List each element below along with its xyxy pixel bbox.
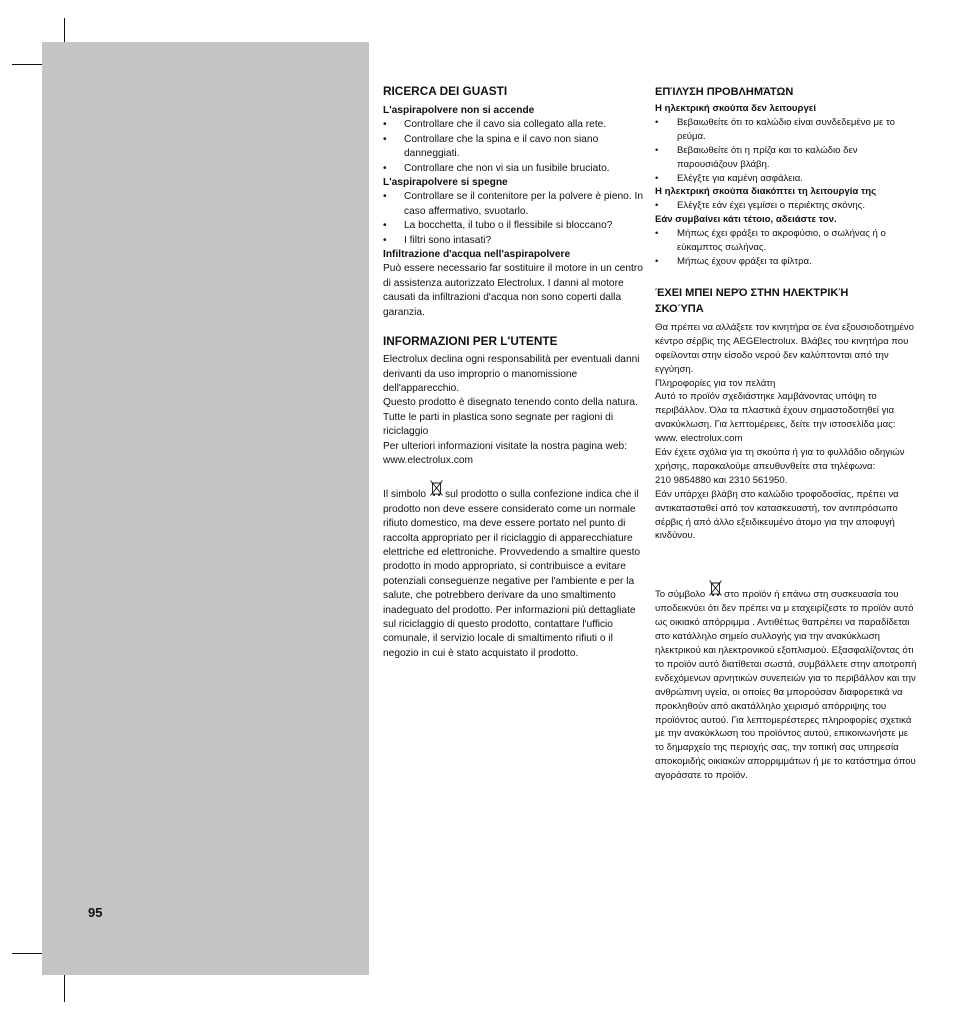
list-item: • Ελέγξτε για καμένη ασφάλεια. xyxy=(655,172,917,186)
bullet-list xyxy=(655,199,917,213)
italian-column xyxy=(383,84,645,661)
section-heading: Εάν συμβαίνει κάτι τέτοιο, αδειάστε τον. xyxy=(655,214,837,226)
list-item: • Μήπως έχουν φράξει τα φίλτρα. xyxy=(655,255,917,269)
troubleshooting-title-it: RICERCA DEI GUASTI xyxy=(383,84,508,98)
list-item: • La bocchetta, il tubo o il flessibile si bloccano? xyxy=(383,219,645,233)
greek-column xyxy=(655,84,917,783)
gray-margin-panel xyxy=(42,42,369,975)
troubleshooting-title-gr: ΕΠΊΛΥΣΗ ΠΡΟΒΛΗΜΆΤΩΝ xyxy=(655,86,794,98)
crossed-bin-icon xyxy=(709,583,722,599)
paragraph: Πληροφορίες για τον πελάτη xyxy=(655,377,776,389)
symbol-text: στο προϊόν ή επάνω στη συσκευασία του υποδεικνύει ότι δεν πρέπει να μ εταχειρίζεστε το προϊόν αυτό ως οικιακό απόρριμμα . Αντιθέτως θαπρέπει να παραδίδεται στο κατάλληλο σημείο συλλογής για την ανακύκλωση ηλεκτρικού και ηλεκτρονικού εξοπλισμού. Εξασφαλίζοντας ότι το προϊόν αυτό διατίθεται σωστά, συμβάλλετε στην αποτροπή ενδεχόμενων αρνητικών συνεπειών για το περιβάλλον και την ανθρώπινη υγεία, οι οποίες θα μπορούσαν διαφορετικά να προκληθούν από ακατάλληλο χειρισμό απόρριψης του προϊόντος αυτού. Για λεπτομερέστερες πληροφορίες σχετικά με την ανακύκλωση του προϊόντος αυτού, επικοινωνήστε με το δημαρχείο της περιοχής σας, την τοπική σας υπηρεσία αποκομιδής οικιακών απορριμμάτων ή με το κατάστημα όπου αγοράσατε το προϊόν. xyxy=(655,589,917,782)
symbol-intro: Il simbolo xyxy=(383,489,427,501)
list-item: • Βεβαιωθείτε ότι η πρίζα και το καλώδιο δεν παρουσιάζουν βλάβη. xyxy=(655,144,917,172)
bullet-list xyxy=(655,116,917,186)
section-heading: L'aspirapolvere non si accende xyxy=(383,105,535,116)
list-item: • Βεβαιωθείτε ότι το καλώδιο είναι συνδεδεμένο με το ρεύμα. xyxy=(655,116,917,144)
paragraph: Θα πρέπει να αλλάξετε τον κινητήρα σε ένα εξουσιοδοτημένο κέντρο σέρβις της AEGElectrolux. Βλάβες του κινητήρα που οφείλονται στην είσοδο νερού δεν καλύπτονται από την εγγύηση. xyxy=(655,321,914,375)
section-heading: Infiltrazione d'acqua nell'aspirapolvere xyxy=(383,249,571,261)
list-item: • Ελέγξτε εάν έχει γεμίσει ο περιέκτης σκόνης. xyxy=(655,199,917,213)
list-item: • Controllare che non vi sia un fusibile bruciato. xyxy=(383,162,645,176)
list-item: • Controllare che la spina e il cavo non siano danneggiati. xyxy=(383,133,645,162)
paragraph: Può essere necessario far sostituire il motore in un centro di assistenza autorizzato Electrolux. I danni al motore causati da infiltrazioni d'acqua non sono coperti dalla garanzia. xyxy=(383,263,643,318)
section-heading: L'aspirapolvere si spegne xyxy=(383,177,508,189)
paragraph: Εάν υπάρχει βλάβη στο καλώδιο τροφοδοσίας, πρέπει να αντικατασταθεί από τον κατασκευαστή, τον αντιπρόσωπο σέρβις ή από άλλο εξειδικευμένο άτομο για την αποφυγή κινδύνου. xyxy=(655,488,899,542)
symbol-text: sul prodotto o sulla confezione indica che il prodotto non deve essere considerato come un normale rifiuto domestico, ma deve essere portato nel punto di raccolta appropriato per il riciclaggio di apparecchiature elettriche ed elettroniche. Provvedendo a smaltire questo prodotto in modo appropriato, si contribuisce a evitare potenziali conseguenze negative per l'ambiente e per la salute, che potrebbero derivare da uno smaltimento inadeguato del prodotto. Per informazioni più dettagliate sul riciclaggio di questo prodotto, contattare l'ufficio comunale, il servizio locale di smaltimento rifiuti o il negozio in cui è stato acquistato il prodotto. xyxy=(383,489,641,659)
bullet-list xyxy=(383,118,645,176)
crossed-bin-icon xyxy=(430,483,443,499)
water-title-gr: ΈΧΕΙ ΜΠΕΙ ΝΕΡΌ ΣΤΗΝ ΗΛΕΚΤΡΙΚΉ ΣΚΟΎΠΑ xyxy=(655,286,849,315)
bullet-list xyxy=(383,190,645,248)
page-number: 95 xyxy=(88,905,103,920)
list-item: • Μήπως έχει φράξει το ακροφύσιο, ο σωλήνας ή ο εύκαμπτος σωλήνας. xyxy=(655,227,917,255)
weee-paragraph xyxy=(383,483,645,661)
paragraph: Per ulteriori informazioni visitate la nostra pagina web: www.electrolux.com xyxy=(383,440,628,466)
paragraph: Questo prodotto è disegnato tenendo conto della natura. xyxy=(383,397,638,409)
website-link: www. electrolux.com xyxy=(655,433,743,445)
paragraph: Εάν έχετε σχόλια για τη σκούπα ή για το φυλλάδιο οδηγιών χρήσης, παρακαλούμε απευθυνθείτε στα τηλέφωνα: xyxy=(655,447,905,472)
list-item: • Controllare che il cavo sia collegato alla rete. xyxy=(383,118,645,132)
user-info-title-it: INFORMAZIONI PER L'UTENTE xyxy=(383,334,558,349)
paragraph: Αυτό το προϊόν σχεδιάστηκε λαμβάνοντας υπόψη το περιβάλλον. Όλα τα πλαστικά έχουν σημαστοδοτηθεί για ανακύκλωση. Για λεπτομέρειες, δείτε την ιστοσελίδα μας: xyxy=(655,391,896,431)
weee-paragraph xyxy=(655,583,917,783)
paragraph: Tutte le parti in plastica sono segnate per ragioni di riciclaggio xyxy=(383,411,614,438)
list-item: • I filtri sono intasati? xyxy=(383,234,645,248)
list-item: • Controllare se il contenitore per la polvere è pieno. In caso affermativo, svuotarlo. xyxy=(383,190,645,219)
symbol-intro: Το σύμβολο xyxy=(655,589,706,601)
paragraph: Electrolux declina ogni responsabilità per eventuali danni derivanti da uso improprio o manomissione dell'apparecchio. xyxy=(383,354,640,394)
bullet-list xyxy=(655,227,917,269)
section-heading: Η ηλεκτρική σκούπα διακόπτει τη λειτουργία της xyxy=(655,186,877,198)
phone-numbers: 210 9854880 και 2310 561950. xyxy=(655,474,788,486)
section-heading: Η ηλεκτρική σκούπα δεν λειτουργεί xyxy=(655,103,817,114)
